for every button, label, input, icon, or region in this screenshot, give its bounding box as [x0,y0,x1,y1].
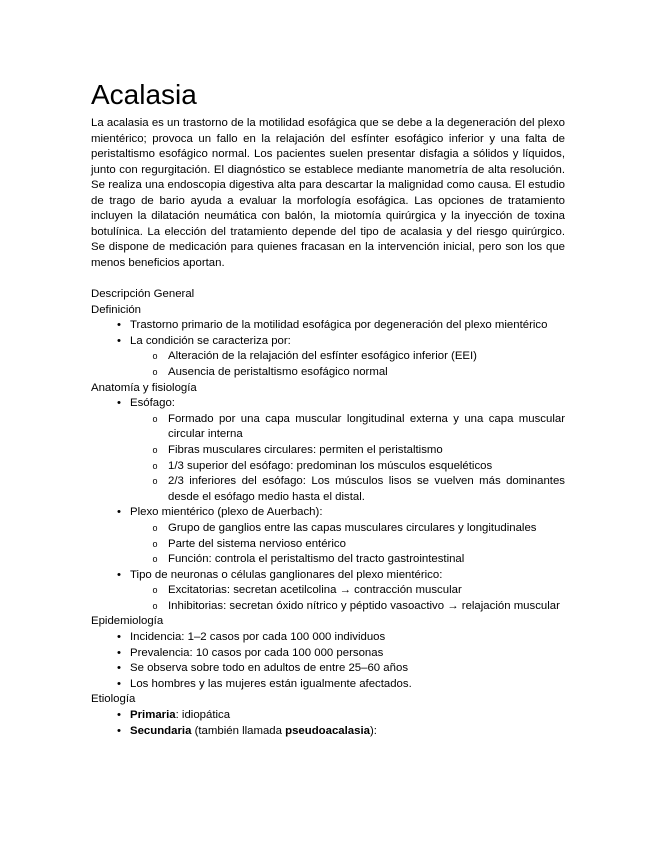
bullet-icon: • [117,506,121,519]
plexus-sublist [130,521,565,568]
bullet-icon: • [117,334,121,347]
bullet-icon: • [117,662,121,675]
page-title: Acalasia [91,79,197,110]
list-item: o Ausencia de peristaltismo esofágico normal [130,365,565,381]
bullet-icon: • [117,568,121,581]
sub-bullet-icon: o [152,554,158,565]
list-item: • Incidencia: 1–2 casos por cada 100 000 individuos [91,630,565,646]
bullet-icon: • [117,677,121,690]
list-item: o Función: controla el peristaltismo del tracto gastrointestinal [130,552,565,568]
bullet-icon: • [117,319,121,332]
bullet-icon: • [117,646,121,659]
list-item: o Fibras musculares circulares: permiten el peristaltismo [130,443,565,459]
list-item: • Tipo de neuronas o células ganglionares del plexo mientérico: o Excitatorias: secretan acetilcolina → contracción muscular o Inhibitorias: secretan óxido nítrico y péptido vasoactivo → relajación muscular [91,568,565,615]
list-item: o Alteración de la relajación del esfínter esofágico inferior (EEI) [130,349,565,365]
sub-bullet-icon: o [152,600,158,611]
overview-heading: Descripción General [91,288,195,300]
list-item: o Excitatorias: secretan acetilcolina → contracción muscular [130,583,565,599]
sub-bullet-icon: o [152,476,158,487]
intro-paragraph: La acalasia es un trastorno de la motilidad esofágica que se debe a la degeneración del plexo mientérico; provoca un fallo en la relajación del esfínter esofágico inferior y una falta de peristaltismo esofágico normal. Los pacientes suelen presentar disfagia a sólidos y líquidos, junto con regurgitación. El diagnóstico se establece mediante manometría de alta resolución. Se realiza una endoscopia digestiva alta para descartar la malignidad como causa. El estudio de trago de bario ayuda a evaluar la morfología esofágica. Las opciones de tratamiento incluyen la dilatación neumática con balón, la miotomía quirúrgica y la inyección de toxina botulínica. La elección del tratamiento depende del tipo de acalasia y del riesgo quirúrgico. Se dispone de medicación para quienes fracasan en la intervención inicial, pero son los que menos beneficios aportan. [91,117,565,269]
bullet-icon: • [117,709,121,722]
list-item: • Se observa sobre todo en adultos de entre 25–60 años [91,661,565,677]
sub-bullet-icon: o [152,460,158,471]
sub-bullet-icon: o [152,538,158,549]
list-item: o 1/3 superior del esófago: predominan los músculos esqueléticos [130,459,565,475]
list-item: • Secundaria (también llamada pseudoacalasia): [91,724,565,740]
primary-label: Primaria [130,709,176,722]
list-item: o Parte del sistema nervioso entérico [130,537,565,553]
sub-bullet-icon: o [152,585,158,596]
secondary-label: Secundaria [130,724,192,737]
esophagus-sublist [130,412,565,506]
list-item: o Grupo de ganglios entre las capas musculares circulares y longitudinales [130,521,565,537]
epidemiology-list [91,630,565,692]
pseudoacalasia-term: pseudoacalasia [285,724,370,737]
sub-bullet-icon: o [152,522,158,533]
list-item: o Inhibitorias: secretan óxido nítrico y péptido vasoactivo → relajación muscular [130,599,565,615]
sub-bullet-icon: o [152,444,158,455]
etiology-heading: Etiología [91,693,136,706]
sub-bullet-icon: o [152,366,158,377]
list-item: • Los hombres y las mujeres están igualmente afectados. [91,677,565,693]
list-item: • La condición se caracteriza por: o Alteración de la relajación del esfínter esofágico inferior (EEI) o Ausencia de peristaltismo esofágico normal [91,334,565,381]
bullet-icon: • [117,397,121,410]
definition-list [91,318,565,380]
document-page [91,78,565,739]
list-item: • Esófago: o Formado por una capa muscular longitudinal externa y una capa muscular circular interna o Fibras musculares circulares: permiten el peristaltismo o 1/3 superior del esófago: predominan los músculos esqueléticos o 2/3 inferiores del esófago: Los músculos lisos se vuelven más dominantes desde el esófago medio hasta el distal. [91,396,565,505]
spacer [91,271,565,287]
bullet-icon: • [117,724,121,737]
list-item: • Plexo mientérico (plexo de Auerbach): o Grupo de ganglios entre las capas musculares circulares y longitudinales o Parte del sistema nervioso entérico o Función: controla el peristaltismo del tracto gastrointestinal [91,505,565,567]
definition-sublist [130,349,565,380]
bullet-icon: • [117,631,121,644]
list-item: • Primaria: idiopática [91,708,565,724]
epidemiology-heading: Epidemiología [91,615,164,628]
definition-heading: Definición [91,303,142,316]
neurons-sublist [130,583,565,614]
list-item: • Prevalencia: 10 casos por cada 100 000 personas [91,646,565,662]
etiology-list [91,708,565,739]
list-item: o 2/3 inferiores del esófago: Los músculos lisos se vuelven más dominantes desde el esófago medio hasta el distal. [152,475,565,503]
list-item: o Formado por una capa muscular longitudinal externa y una capa muscular circular interna [152,412,565,441]
sub-bullet-icon: o [152,351,158,362]
anatomy-list [91,396,565,614]
anatomy-heading: Anatomía y fisiología [91,381,197,394]
sub-bullet-icon: o [152,413,158,424]
list-item: • Trastorno primario de la motilidad esofágica por degeneración del plexo mientérico [91,318,565,334]
